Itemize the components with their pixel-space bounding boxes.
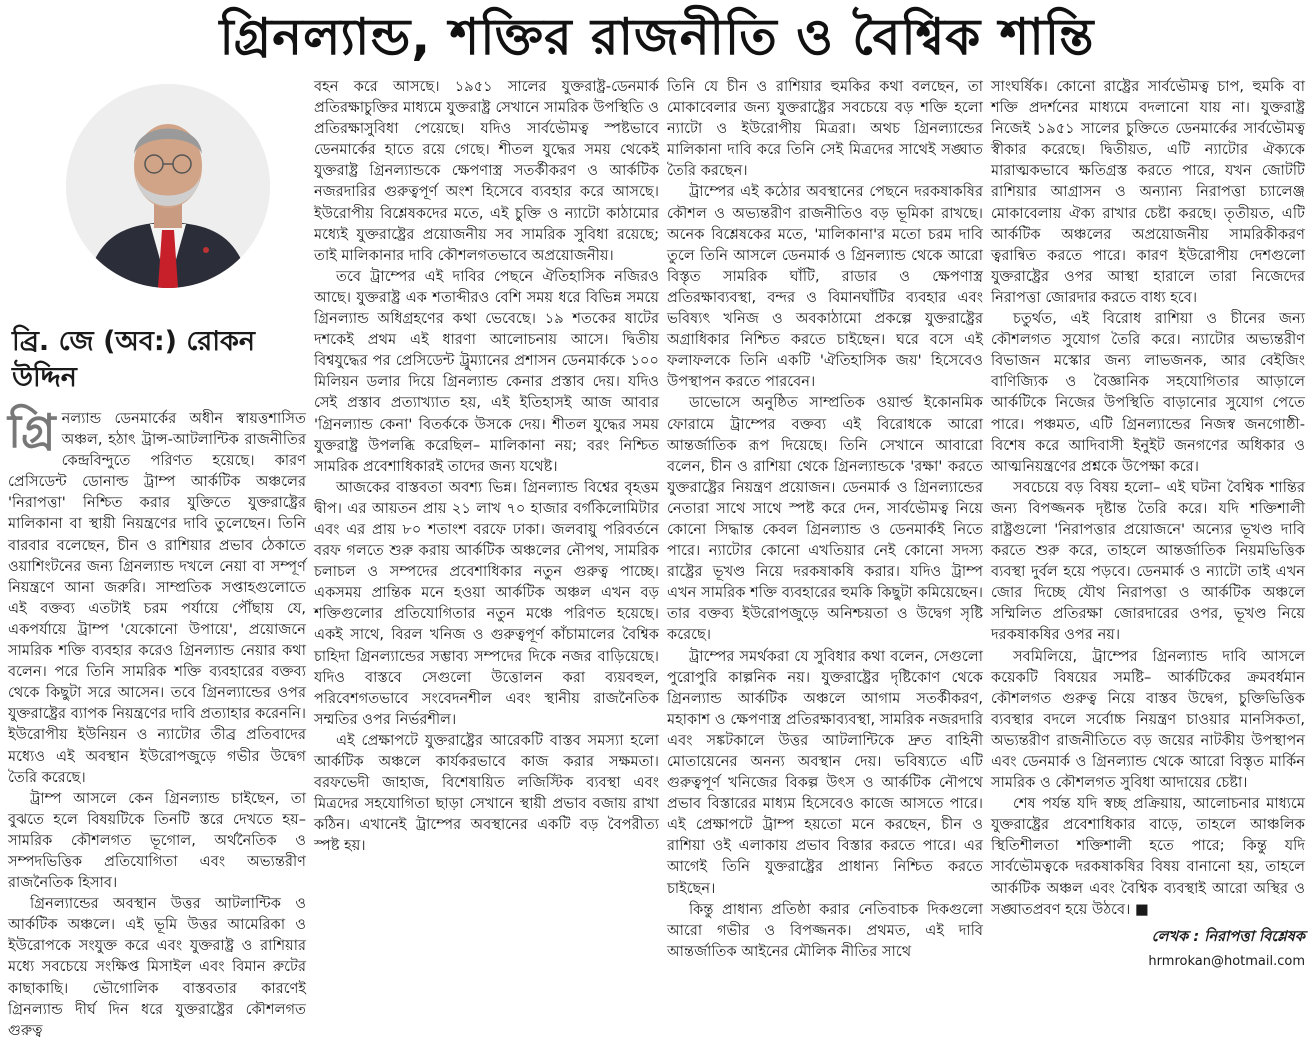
paragraph — [8, 404, 306, 788]
article-columns — [0, 70, 1314, 1041]
author-photo — [66, 84, 270, 288]
paragraph: তিনি যে চীন ও রাশিয়ার হুমকির কথা বলছেন, তা মোকাবেলার জন্য যুক্তরাষ্ট্রের সবচেয়ে বড় শক্তি হলো ন্যাটো ও ইউরোপীয় মিত্ররা। অথচ গ্রিনল্যান্ডের মালিকানা দাবি করে তিনি সেই মিত্রদের সাথেই সঙ্ঘাত তৈরি করছেন। — [667, 78, 983, 180]
paragraph: সবচেয়ে বড় বিষয় হলো– এই ঘটনা বৈশ্বিক শান্তির জন্য বিপজ্জনক দৃষ্টান্ত তৈরি করে। যদি শক্তিশালী রাষ্ট্রগুলো 'নিরাপত্তার প্রয়োজনে' অন্যের ভূখণ্ড দাবি করতে শুরু করে, তাহলে আন্তর্জাতিক নিয়মভিত্তিক ব্যবস্থা দুর্বল হয়ে পড়বে। ডেনমার্ক ও ন্যাটো তাই এখন জোর দিচ্ছে যৌথ নিরাপত্তা ও আর্কটিক অঞ্চলে সম্মিলিত প্রতিরক্ষা জোরদারের ওপর, ভূখণ্ড নিয়ে দরকষাকষির ওপর নয়। — [991, 478, 1305, 644]
paragraph-text: নল্যান্ড ডেনমার্কের অধীন স্বায়ত্তশাসিত অঞ্চল, হঠাৎ ট্রান্স-আটলান্টিক রাজনীতির কেন্দ্রবিন্দুতে পরিণত হয়েছে। কারণ প্রেসিডেন্ট ডোনাল্ড ট্রাম্প আর্কটিক অঞ্চলের 'নিরাপত্তা' নিশ্চিত করার যুক্তিতে যুক্তরাষ্ট্রের মালিকানা বা স্থায়ী নিয়ন্ত্রণের দাবি তুলেছেন। তিনি বারবার বলেছেন, চীন ও রাশিয়ার প্রভাব ঠেকাতে ওয়াশিংটনের জন্য গ্রিনল্যান্ড দখলে নেয়া বা সম্পূর্ণ নিয়ন্ত্রণে আনা জরুরি। সাম্প্রতিক সপ্তাহগুলোতে এই বক্তব্য এতটাই চরম পর্যায়ে পৌঁছায় যে, একপর্যায়ে ট্রাম্প 'যেকোনো উপায়ে', প্রয়োজনে সামরিক শক্তি ব্যবহার করেও গ্রিনল্যান্ড নেয়ার কথা বলেন। পরে তিনি সামরিক শক্তি ব্যবহারের বক্তব্য থেকে কিছুটা সরে আসেন। তবে গ্রিনল্যান্ডের ওপর যুক্তরাষ্ট্রের ব্যাপক নিয়ন্ত্রণের দাবি প্রত্যাহার করেননি। ইউরোপীয় ইউনিয়ন ও ন্যাটোর তীব্র প্রতিবাদের মধ্যেও এই অবস্থান ইউরোপজুড়ে গভীর উদ্বেগ তৈরি করেছে। — [8, 410, 306, 786]
column-1 — [8, 76, 306, 1041]
drop-cap: গ্রি — [8, 404, 56, 458]
paragraph: বহন করে আসছে। ১৯৫১ সালের যুক্তরাষ্ট্র-ডেনমার্ক প্রতিরক্ষাচুক্তির মাধ্যমে যুক্তরাষ্ট্র সেখানে সামরিক উপস্থিতি ও প্রতিরক্ষাসুবিধা পেয়েছে। যদিও সার্বভৌমত্ব স্পষ্টভাবে ডেনমার্কের হাতে রয়ে গেছে। শীতল যুদ্ধের সময় থেকেই যুক্তরাষ্ট্র গ্রিনল্যান্ডকে ক্ষেপণাস্ত্র সতর্কীকরণ ও আর্কটিক নজরদারির গুরুত্বপূর্ণ অংশ হিসেবে ব্যবহার করে আসছে। ইউরোপীয় বিশ্লেষকদের মতে, এই চুক্তি ও ন্যাটো কাঠামোর মধ্যেই যুক্তরাষ্ট্রের প্রয়োজনীয় সব সামরিক সুবিধা রয়েছে; তাই মালিকানার দাবি কৌশলগতভাবে অপ্রয়োজনীয়। — [314, 78, 659, 264]
paragraph: গ্রিনল্যান্ডের অবস্থান উত্তর আটলান্টিক ও আর্কটিক অঞ্চলে। এই ভূমি উত্তর আমেরিকা ও ইউরোপকে সংযুক্ত করে এবং যুক্তরাষ্ট্র ও রাশিয়ার মধ্যে সবচেয়ে সংক্ষিপ্ত মিসাইল এবং বিমান রুটের কাছাকাছি। ভৌগোলিক বাস্তবতার কারণেই গ্রিনল্যান্ড দীর্ঘ দিন ধরে যুক্তরাষ্ট্রের কৌশলগত গুরুত্ব — [8, 895, 306, 1039]
column-3 — [667, 76, 983, 962]
paragraph: তবে ট্রাম্পের এই দাবির পেছনে ঐতিহাসিক নজিরও আছে। যুক্তরাষ্ট্র এক শতাব্দীরও বেশি সময় ধরে বিভিন্ন সময়ে গ্রিনল্যান্ড অধিগ্রহণের কথা ভেবেছে। ১৯ শতকের ষাটের দশকেই প্রথম এই ধারণা আলোচনায় আসে। দ্বিতীয় বিশ্বযুদ্ধের পর প্রেসিডেন্ট ট্রুম্যানের প্রশাসন ডেনমার্ককে ১০০ মিলিয়ন ডলার দিয়ে গ্রিনল্যান্ড কেনার প্রস্তাব দেয়। যদিও সেই প্রস্তাব প্রত্যাখ্যাত হয়, এই ইতিহাসই আজ আবার 'গ্রিনল্যান্ড কেনা' বিতর্ককে উসকে দেয়। শীতল যুদ্ধের সময় যুক্তরাষ্ট্র উপলব্ধি করেছিল– মালিকানা নয়; বরং নিশ্চিত সামরিক প্রবেশাধিকারই তাদের জন্য যথেষ্ট। — [314, 267, 659, 475]
paragraph: ট্রাম্পের এই কঠোর অবস্থানের পেছনে দরকষাকষির কৌশল ও অভ্যন্তরীণ রাজনীতিও বড় ভূমিকা রাখছে। অনেক বিশ্লেষকের মতে, 'মালিকানা'র মতো চরম দাবি তুলে তিনি আসলে ডেনমার্ক ও গ্রিনল্যান্ড থেকে আরো বিস্তৃত সামরিক ঘাঁটি, রাডার ও ক্ষেপণাস্ত্র প্রতিরক্ষাব্যবস্থা, বন্দর ও বিমানঘাঁটির ব্যবহার এবং ভবিষ্যৎ খনিজ ও অবকাঠামো প্রকল্পে যুক্তরাষ্ট্রের অগ্রাধিকার নিশ্চিত করতে চাইছেন। ঘরে বসে এই ফলাফলকে তিনি একটি 'ঐতিহাসিক জয়' হিসেবেও উপস্থাপন করতে পারবেন। — [667, 183, 983, 391]
paragraph: ট্রাম্পের সমর্থকরা যে সুবিধার কথা বলেন, সেগুলো পুরোপুরি কাল্পনিক নয়। যুক্তরাষ্ট্রের দৃষ্টিকোণ থেকে গ্রিনল্যান্ড আর্কটিক অঞ্চলে আগাম সতর্কীকরণ, মহাকাশ ও ক্ষেপণাস্ত্র প্রতিরক্ষাব্যবস্থা, সামরিক নজরদারি এবং সঙ্কটকালে উত্তর আটলান্টিকে দ্রুত বাহিনী মোতায়েনের অনন্য অবস্থান দেয়। ভবিষ্যতে এটি গুরুত্বপূর্ণ খনিজের বিকল্প উৎস ও আর্কটিক নৌপথে প্রভাব বিস্তারের মাধ্যম হিসেবেও কাজে আসতে পারে। এই প্রেক্ষাপটে ট্রাম্প হয়তো মনে করছেন, চীন ও রাশিয়া ওই এলাকায় প্রভাব বিস্তার করতে পারে। এর আগেই তিনি যুক্তরাষ্ট্রের প্রাধান্য নিশ্চিত করতে চাইছেন। — [667, 647, 983, 897]
paragraph: ট্রাম্প আসলে কেন গ্রিনল্যান্ড চাইছেন, তা বুঝতে হলে বিষয়টিকে তিনটি স্তরে দেখতে হয়– সামরিক কৌশলগত ভূগোল, অর্থনৈতিক ও সম্পদভিত্তিক প্রতিযোগিতা এবং অভ্যন্তরীণ রাজনৈতিক হিসাব। — [8, 789, 306, 892]
paragraph: আজকের বাস্তবতা অবশ্য ভিন্ন। গ্রিনল্যান্ড বিশ্বের বৃহত্তম দ্বীপ। এর আয়তন প্রায় ২১ লাখ ৭০ হাজার বর্গকিলোমিটার এবং এর প্রায় ৮০ শতাংশ বরফে ঢাকা। জলবায়ু পরিবর্তনে বরফ গলতে শুরু করায় আর্কটিক অঞ্চলের নৌপথ, সামরিক চলাচল ও সম্পদের প্রবেশাধিকার নতুন গুরুত্ব পাচ্ছে। একসময় প্রান্তিক মনে হওয়া আর্কটিক অঞ্চল এখন বড় শক্তিগুলোর প্রতিযোগিতার নতুন মঞ্চে পরিণত হয়েছে। একই সাথে, বিরল খনিজ ও গুরুত্বপূর্ণ কাঁচামালের বৈশ্বিক চাহিদা গ্রিনল্যান্ডের সম্ভাব্য সম্পদের দিকে নজর বাড়িয়েছে। যদিও বাস্তবে সেগুলো উত্তোলন করা ব্যয়বহুল, পরিবেশগতভাবে সংবেদনশীল এবং স্থানীয় রাজনৈতিক সম্মতির ওপর নির্ভরশীল। — [314, 478, 659, 728]
column-4 — [991, 76, 1305, 972]
paragraph: কিন্তু প্রাধান্য প্রতিষ্ঠা করার নেতিবাচক দিকগুলো আরো গভীর ও বিপজ্জনক। প্রথমত, এই দাবি আন্তর্জাতিক আইনের মৌলিক নীতির সাথে — [667, 900, 983, 960]
paragraph: এই প্রেক্ষাপটে যুক্তরাষ্ট্রের আরেকটি বাস্তব সমস্যা হলো আর্কটিক অঞ্চলে কার্যকরভাবে কাজ করার সক্ষমতা। বরফভেদী জাহাজ, বিশেষায়িত লজিস্টিক ব্যবস্থা এবং মিত্রদের সহযোগিতা ছাড়া সেখানে স্থায়ী প্রভাব বজায় রাখা কঠিন। এখানেই ট্রাম্পের অবস্থানের একটি বড় বৈপরীত্য স্পষ্ট হয়। — [314, 731, 659, 855]
column-2 — [314, 76, 659, 856]
paragraph: চতুর্থত, এই বিরোধ রাশিয়া ও চীনের জন্য কৌশলগত সুযোগ তৈরি করে। ন্যাটোর অভ্যন্তরীণ বিভাজন মস্কোর জন্য লাভজনক, আর বেইজিং বাণিজ্যিক ও বৈজ্ঞানিক সহযোগিতার আড়ালে আর্কটিকে নিজের উপস্থিতি বাড়ানোর সুযোগ পেতে পারে। পঞ্চমত, এটি গ্রিনল্যান্ডের নিজস্ব জনগোষ্ঠী- বিশেষ করে আদিবাসী ইনুইট জনগণের অধিকার ও আত্মনিয়ন্ত্রণের প্রশ্নকে উপেক্ষা করে। — [991, 310, 1305, 475]
paragraph: শেষ পর্যন্ত যদি স্বচ্ছ প্রক্রিয়ায়, আলোচনার মাধ্যমে যুক্তরাষ্ট্রের প্রবেশাধিকার বাড়ে, তাহলে আঞ্চলিক স্থিতিশীলতা শক্তিশালী হতে পারে; কিন্তু যদি সার্বভৌমত্বকে দরকষাকষির বিষয় বানানো হয়, তাহলে আর্কটিক অঞ্চল এবং বৈশ্বিক ব্যবস্থাই আরো অস্থির ও সঙ্ঘাতপ্রবণ হয়ে উঠবে। ■ — [991, 795, 1305, 918]
author-email[interactable]: hrmrokan@hotmail.com — [1148, 953, 1305, 969]
paragraph: সাংঘর্ষিক। কোনো রাষ্ট্রের সার্বভৌমত্ব চাপ, হুমকি বা শক্তি প্রদর্শনের মাধ্যমে বদলানো যায় না। যুক্তরাষ্ট্র নিজেই ১৯৫১ সালের চুক্তিতে ডেনমার্কের সার্বভৌমত্ব স্বীকার করেছে। দ্বিতীয়ত, এটি ন্যাটোর ঐক্যকে মারাত্মকভাবে ক্ষতিগ্রস্ত করতে পারে, যখন জোটটি রাশিয়ার আগ্রাসন ও অন্যান্য নিরাপত্তা চ্যালেঞ্জ মোকাবেলায় ঐক্য রাখার চেষ্টা করছে। তৃতীয়ত, এটি আর্কটিক অঞ্চলের অপ্রয়োজনীয় সামরিকীকরণ ত্বরান্বিত করতে পারে। কারণ ইউরোপীয় দেশগুলো যুক্তরাষ্ট্রের ওপর আস্থা হারালে তারা নিজেদের নিরাপত্তা জোরদার করতে বাধ্য হবে। — [991, 78, 1305, 306]
author-byline: ব্রি. জে (অব:) রোকন উদ্দিন — [12, 326, 256, 393]
author-note: লেখক : নিরাপত্তা বিশ্লেষক — [1151, 927, 1305, 945]
article-title: গ্রিনল্যান্ড, শক্তির রাজনীতি ও বৈশ্বিক শান্তি — [219, 8, 1095, 66]
paragraph: সবমিলিয়ে, ট্রাম্পের গ্রিনল্যান্ড দাবি আসলে কয়েকটি বিষয়ের সমষ্টি– আর্কটিকের ক্রমবর্ধমান কৌশলগত গুরুত্ব নিয়ে বাস্তব উদ্বেগ, চুক্তিভিত্তিক ব্যবস্থার বদলে সর্বোচ্চ নিয়ন্ত্রণ চাওয়ার মানসিকতা, অভ্যন্তরীণ রাজনীতিতে বড় জয়ের নাটকীয় উপস্থাপন এবং ডেনমার্ক ও গ্রিনল্যান্ড থেকে আরো বিস্তৃত মার্কিন সামরিক ও কৌশলগত সুবিধা আদায়ের চেষ্টা। — [991, 647, 1305, 792]
paragraph: ডাভোসে অনুষ্ঠিত সাম্প্রতিক ওয়ার্ল্ড ইকোনমিক ফোরামে ট্রাম্পের বক্তব্য এই বিরোধকে আরো আন্তর্জাতিক রূপ দিয়েছে। তিনি সেখানে আবারো বলেন, চীন ও রাশিয়া থেকে গ্রিনল্যান্ডকে 'রক্ষা' করতে যুক্তরাষ্ট্রের নিয়ন্ত্রণ প্রয়োজন। ডেনমার্ক ও গ্রিনল্যান্ডের নেতারা সাথে সাথে স্পষ্ট করে দেন, সার্বভৌমত্ব নিয়ে কোনো সিদ্ধান্ত কেবল গ্রিনল্যান্ড ও ডেনমার্কই নিতে পারে। ন্যাটোর কোনো এখতিয়ার নেই কোনো সদস্য রাষ্ট্রের ভূখণ্ড নিয়ে দরকষাকষি করার। যদিও ট্রাম্প এখন সামরিক শক্তি ব্যবহারের হুমকি কিছুটা কমিয়েছেন। তার বক্তব্য ইউরোপজুড়ে অনিশ্চয়তা ও উদ্বেগ সৃষ্টি করেছে। — [667, 394, 983, 644]
